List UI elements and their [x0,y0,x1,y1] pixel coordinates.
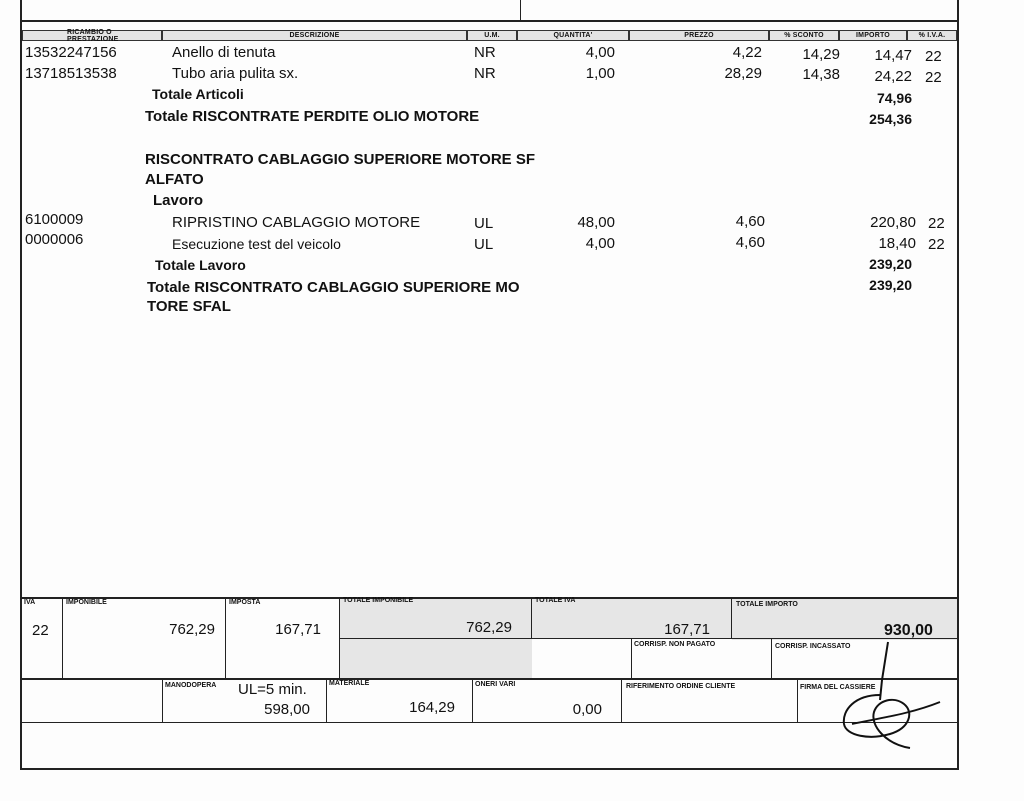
labor-price: 4,60 [735,234,765,251]
section-subtitle: Lavoro [153,192,204,209]
totale-perdite-label: Totale RISCONTRATE PERDITE OLIO MOTORE [145,108,480,125]
header-unit: U.M. [467,30,517,41]
top-rule [20,20,959,22]
line-vat: 22 [925,69,942,86]
section-title-line2: ALFATO [145,171,204,188]
summary-vline [631,638,632,679]
line-unit: NR [474,44,496,61]
footer-vline [621,679,622,723]
totale-cablaggio-label-line2: TORE SFAL [147,298,231,315]
corrisp-non-pagato-label: CORRISP. NON PAGATO [634,641,716,648]
labor-description: Esecuzione test del veicolo [172,236,341,252]
totale-iva-label: TOTALE IVA [535,597,576,604]
header-discount: % SCONTO [769,30,839,41]
labor-vat: 22 [928,215,945,232]
line-discount: 14,29 [802,46,840,63]
footer-vline [326,679,327,723]
summary-top-rule [20,597,959,599]
totale-cablaggio-amount: 239,20 [869,277,912,293]
header-quantity: QUANTITA' [517,30,629,41]
totale-imponibile-value: 762,29 [466,619,512,636]
labor-price: 4,60 [735,213,765,230]
header-amount: IMPORTO [839,30,907,41]
riferimento-label: RIFERIMENTO ORDINE CLIENTE [626,683,736,690]
totale-importo-value: 930,00 [884,622,933,639]
summary-vline [339,597,340,679]
line-price: 28,29 [724,65,762,82]
labor-code: 0000006 [25,231,84,248]
imponibile-label: IMPONIBILE [66,599,107,606]
labor-description: RIPRISTINO CABLAGGIO MOTORE [172,214,421,231]
totale-perdite-amount: 254,36 [869,111,912,127]
frame-left-line [20,0,22,770]
labor-unit: UL [474,215,494,232]
line-price: 4,22 [732,44,762,61]
imponibile-value: 762,29 [169,621,215,638]
line-unit: NR [474,65,496,82]
line-quantity: 1,00 [585,65,615,82]
footer-vline [162,679,163,723]
totale-lavoro-label: Totale Lavoro [155,257,246,273]
line-quantity: 4,00 [585,44,615,61]
labor-quantity: 48,00 [577,214,615,231]
totale-imponibile-label: TOTALE IMPONIBILE [343,597,414,604]
manodopera-value: 598,00 [264,701,310,718]
signature [830,640,945,755]
line-amount: 24,22 [874,68,912,85]
totale-lavoro-amount: 239,20 [869,256,912,272]
section-title-line1: RISCONTRATO CABLAGGIO SUPERIORE MOTORE SF [145,151,536,168]
footer-vline [472,679,473,723]
iva-label: IVA [24,599,36,606]
header-description: DESCRIZIONE [162,30,467,41]
summary-mid-rule [340,638,957,639]
oneri-value: 0,00 [572,701,602,718]
iva-value: 22 [32,622,49,639]
summary-bottom-rule [20,678,959,680]
footer-bottom-rule [20,722,959,723]
imposta-value: 167,71 [275,621,321,638]
firma-label: FIRMA DEL CASSIERE [800,684,876,691]
top-divider [520,0,521,21]
line-code: 13718513538 [25,65,117,82]
imposta-label: IMPOSTA [229,599,261,606]
manodopera-label: MANODOPERA [165,682,217,689]
labor-code: 6100009 [25,211,84,228]
line-description: Anello di tenuta [172,44,276,61]
totale-iva-value: 167,71 [664,621,710,638]
oneri-label: ONERI VARI [475,681,516,688]
line-code: 13532247156 [25,44,117,61]
footer-vline [797,679,798,723]
labor-vat: 22 [928,236,945,253]
header-code: RICAMBIO O PRESTAZIONE [22,30,162,41]
summary-vline [531,597,532,639]
labor-unit: UL [474,236,494,253]
line-amount: 14,47 [874,47,912,64]
summary-vline [731,597,732,639]
line-vat: 22 [925,48,942,65]
ul-note: UL=5 min. [238,681,307,698]
totale-cablaggio-label-line1: Totale RISCONTRATO CABLAGGIO SUPERIORE MO [147,279,520,296]
materiale-value: 164,29 [409,699,455,716]
totale-articoli-label: Totale Articoli [152,86,244,102]
line-discount: 14,38 [802,66,840,83]
frame-right-line [957,0,959,770]
summary-vline [225,597,226,679]
labor-amount: 18,40 [878,235,916,252]
summary-vline [771,638,772,679]
labor-amount: 220,80 [870,214,916,231]
materiale-label: MATERIALE [329,680,370,687]
header-vat: % I.V.A. [907,30,957,41]
labor-quantity: 4,00 [585,235,615,252]
summary-vline [62,597,63,679]
bottom-rule [20,768,959,770]
line-description: Tubo aria pulita sx. [172,65,299,82]
totale-importo-label: TOTALE IMPORTO [736,601,798,608]
corrisp-incassato-label: CORRISP. INCASSATO [775,643,851,650]
totale-articoli-amount: 74,96 [876,90,912,106]
header-price: PREZZO [629,30,769,41]
